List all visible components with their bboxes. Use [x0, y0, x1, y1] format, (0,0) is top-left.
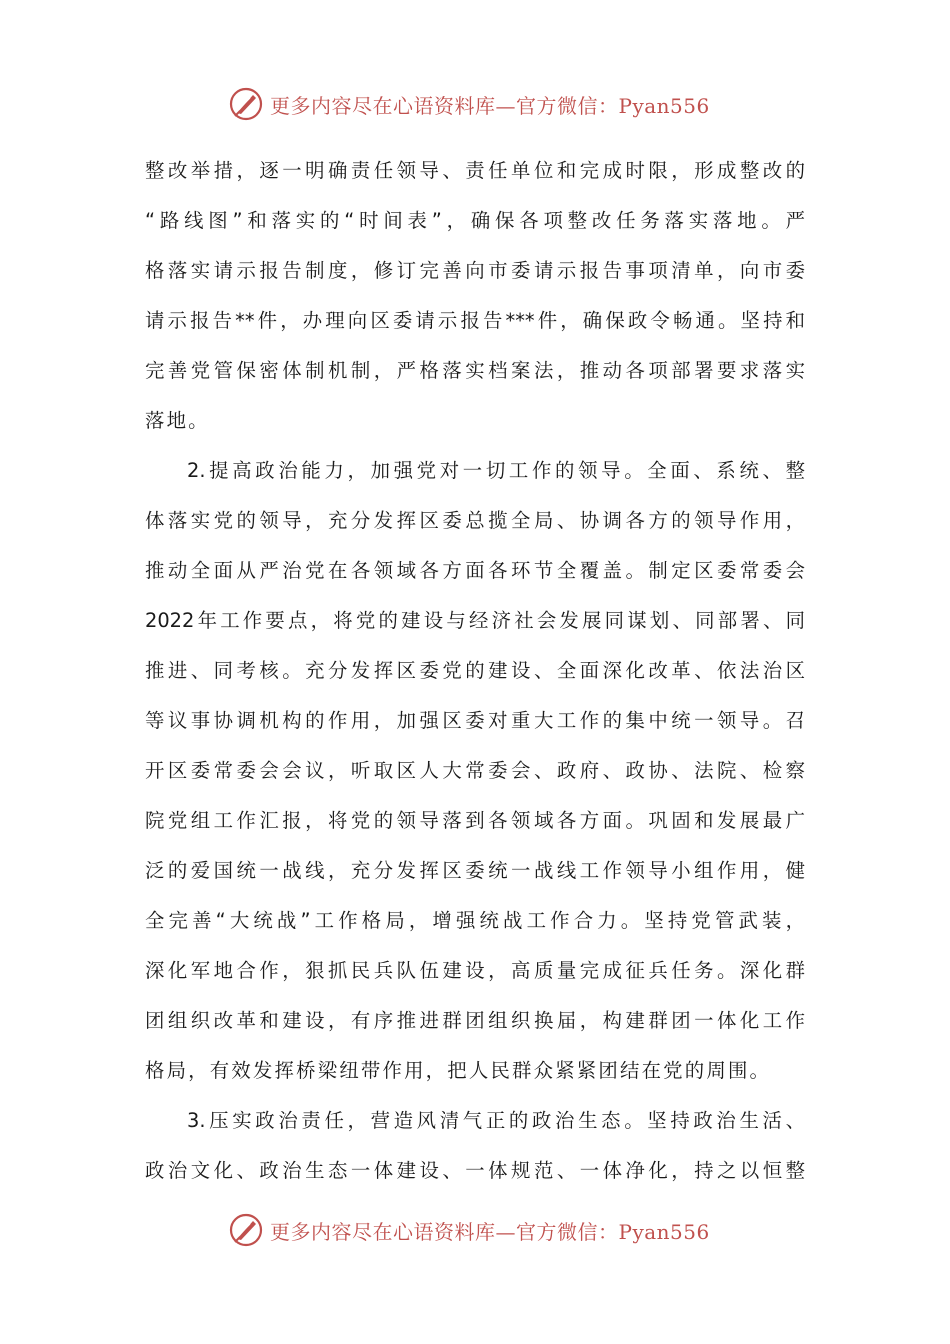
text-line: 全完善“大统战”工作格局，增强统战工作合力。坚持党管武装，: [145, 909, 805, 932]
text-line: 体落实党的领导，充分发挥区委总揽全局、协调各方的领导作用，: [145, 509, 805, 532]
text-line: 开区委常委会会议，听取区人大常委会、政府、政协、法院、检察: [145, 759, 805, 782]
text-line: 推进、同考核。充分发挥区委党的建设、全面深化改革、依法治区: [145, 659, 805, 682]
text-line: 团组织改革和建设，有序推进群团组织换届，构建群团一体化工作: [145, 1009, 805, 1032]
text-line: 深化军地合作，狠抓民兵队伍建设，高质量完成征兵任务。深化群: [145, 959, 805, 982]
quill-logo-icon: [228, 1212, 264, 1248]
header-banner-text: 更多内容尽在心语资料库—官方微信：Pyan556: [270, 93, 710, 118]
text-line: 格落实请示报告制度，修订完善向市委请示报告事项清单，向市委: [145, 259, 805, 282]
footer-banner-text: 更多内容尽在心语资料库—官方微信：Pyan556: [270, 1219, 710, 1244]
text-line: 整改举措，逐一明确责任领导、责任单位和完成时限，形成整改的: [145, 159, 805, 182]
text-line: 请示报告**件，办理向区委请示报告***件，确保政令畅通。坚持和: [145, 309, 805, 332]
text-line: “路线图”和落实的“时间表”，确保各项整改任务落实落地。严: [145, 209, 805, 232]
header-banner: [228, 84, 788, 124]
text-line: 等议事协调机构的作用，加强区委对重大工作的集中统一领导。召: [145, 709, 805, 732]
text-line: 推动全面从严治党在各领域各方面各环节全覆盖。制定区委常委会: [145, 559, 805, 582]
footer-banner: [228, 1210, 788, 1250]
text-line: 泛的爱国统一战线，充分发挥区委统一战线工作领导小组作用，健: [145, 859, 805, 882]
text-line: 院党组工作汇报，将党的领导落到各领域各方面。巩固和发展最广: [145, 809, 805, 832]
text-line: 格局，有效发挥桥梁纽带作用，把人民群众紧紧团结在党的周围。: [145, 1059, 772, 1082]
text-line: 落地。: [145, 409, 210, 432]
quill-logo-icon: [228, 86, 264, 122]
paragraph-heading-3: 3.压实政治责任，营造风清气正的政治生态。坚持政治生活、: [187, 1109, 805, 1132]
text-line: 2022年工作要点，将党的建设与经济社会发展同谋划、同部署、同: [145, 609, 805, 632]
text-line: 政治文化、政治生态一体建设、一体规范、一体净化，持之以恒整: [145, 1159, 805, 1182]
text-line: 完善党管保密体制机制，严格落实档案法，推动各项部署要求落实: [145, 359, 805, 382]
body-text: [145, 146, 805, 1196]
paragraph-heading-2: 2.提高政治能力，加强党对一切工作的领导。全面、系统、整: [187, 459, 805, 482]
